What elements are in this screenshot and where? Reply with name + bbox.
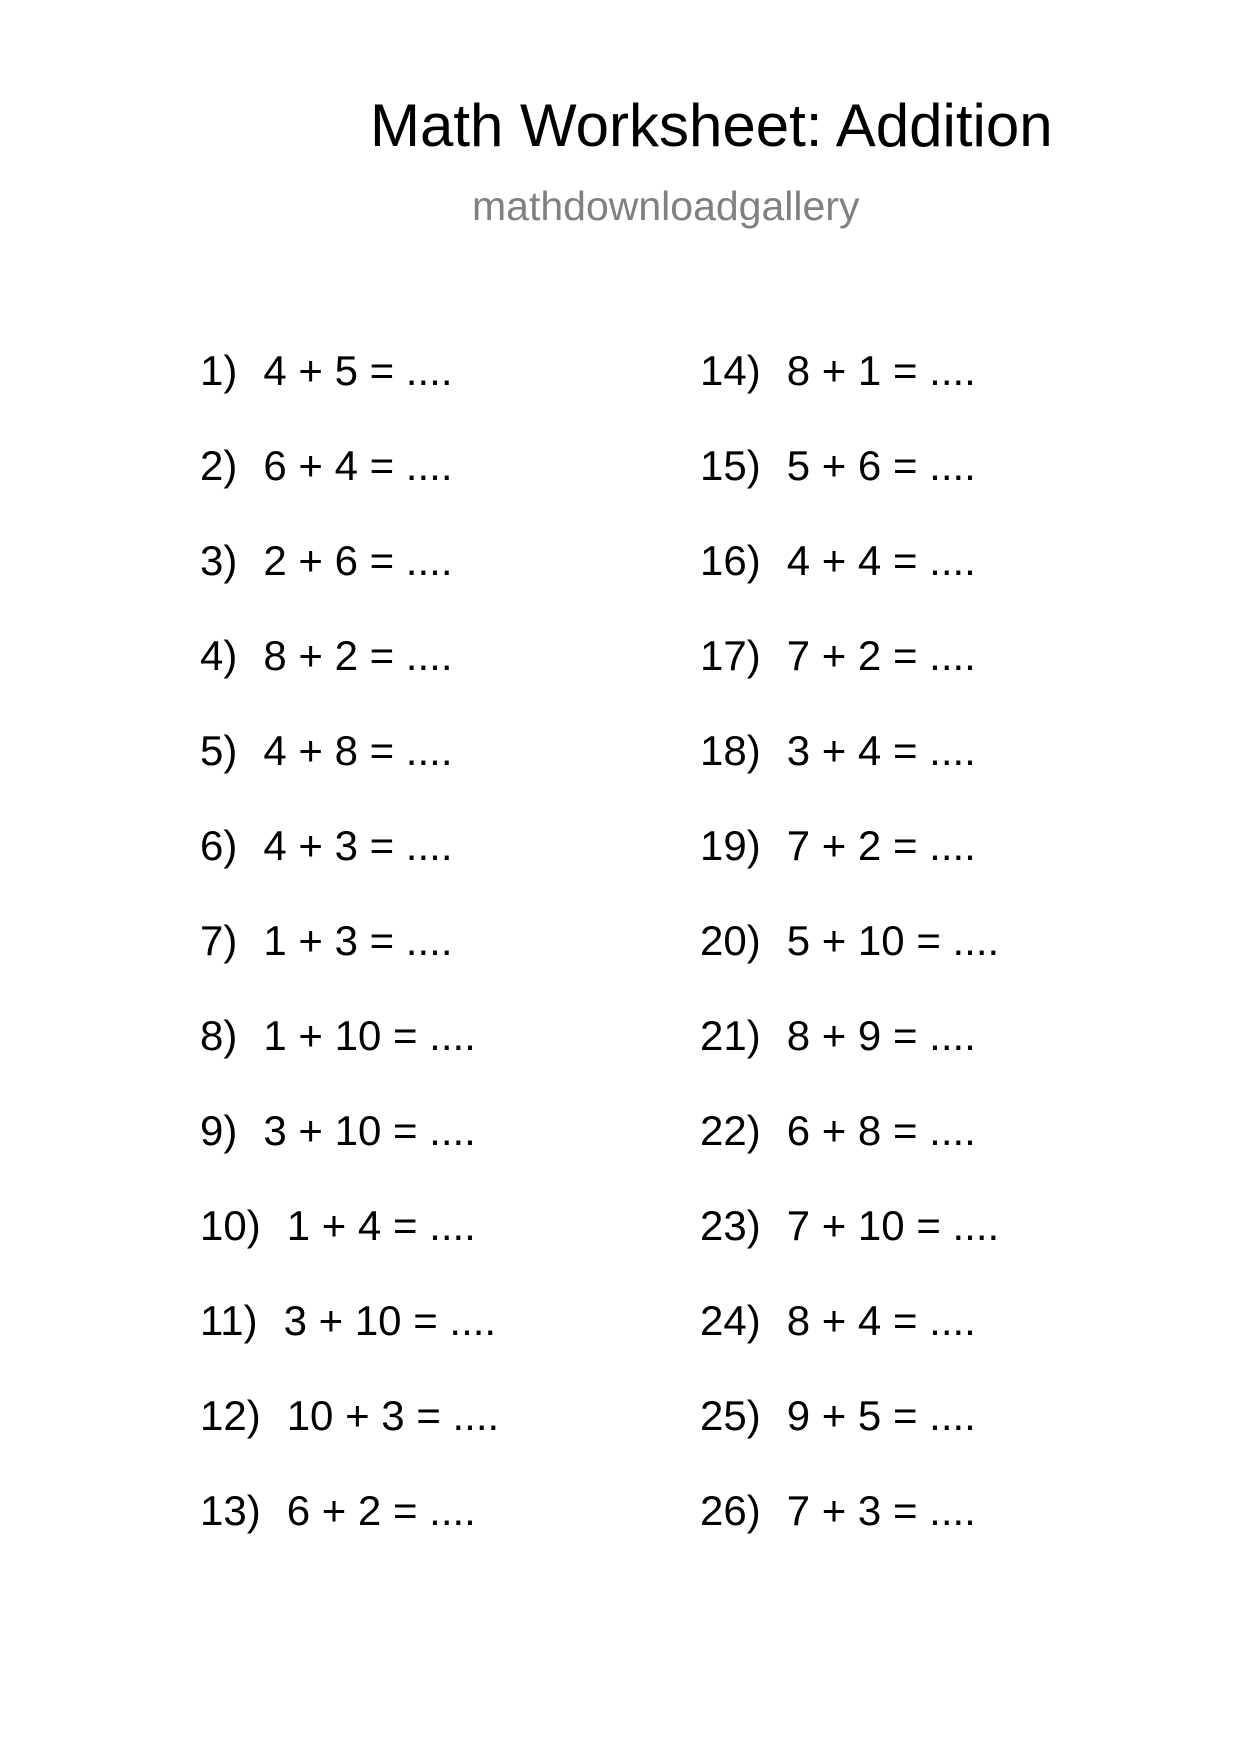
problem-number: 22) — [700, 1107, 761, 1154]
problem-number: 11) — [200, 1297, 258, 1344]
problem-item — [700, 632, 999, 730]
problem-expression: 4 + 5 = .... — [263, 347, 453, 394]
problem-item — [200, 442, 499, 540]
problem-item — [200, 1392, 500, 1490]
problem-item — [700, 1012, 999, 1110]
problem-number: 21) — [700, 1012, 761, 1059]
problem-item — [700, 537, 999, 635]
problem-number: 4) — [200, 632, 238, 679]
problem-number: 8) — [200, 1012, 238, 1059]
problem-number: 10) — [200, 1202, 261, 1249]
problem-expression: 5 + 10 = .... — [786, 917, 1000, 964]
problem-item — [200, 1202, 499, 1300]
problem-expression: 3 + 4 = .... — [786, 727, 976, 774]
problem-expression: 4 + 4 = .... — [786, 537, 976, 584]
problem-expression: 6 + 2 = .... — [286, 1487, 476, 1534]
problem-number: 13) — [200, 1487, 261, 1534]
problem-expression: 3 + 10 = .... — [263, 1107, 476, 1154]
problem-item — [700, 1107, 999, 1205]
problem-expression: 1 + 4 = .... — [286, 1202, 476, 1249]
problem-expression: 8 + 9 = .... — [786, 1012, 976, 1059]
problem-item — [700, 1297, 999, 1395]
problem-expression: 8 + 4 = .... — [786, 1297, 976, 1344]
problem-number: 19) — [700, 822, 761, 869]
worksheet-title: Math Worksheet: Addition — [370, 92, 1053, 159]
problem-item — [200, 822, 499, 920]
problem-number: 7) — [200, 917, 238, 964]
problem-item — [200, 632, 499, 730]
problem-number: 24) — [700, 1297, 761, 1344]
problem-item — [200, 1107, 499, 1205]
problem-number: 18) — [700, 727, 761, 774]
problems-column-left — [200, 347, 500, 1585]
problem-number: 16) — [700, 537, 761, 584]
problem-number: 2) — [200, 442, 238, 489]
problem-number: 3) — [200, 537, 238, 584]
problem-item — [200, 347, 499, 445]
problem-number: 6) — [200, 822, 238, 869]
problem-expression: 9 + 5 = .... — [786, 1392, 976, 1439]
problem-expression: 7 + 3 = .... — [786, 1487, 976, 1534]
problem-expression: 8 + 2 = .... — [263, 632, 453, 679]
problem-expression: 8 + 1 = .... — [786, 347, 976, 394]
problem-expression: 7 + 10 = .... — [786, 1202, 1000, 1249]
problem-item — [200, 1012, 499, 1110]
problem-number: 15) — [700, 442, 761, 489]
problem-item — [700, 1487, 999, 1585]
problem-number: 5) — [200, 727, 238, 774]
problem-number: 14) — [700, 347, 761, 394]
problems-column-right — [700, 347, 1000, 1585]
worksheet-source: mathdownloadgallery — [472, 183, 860, 229]
problem-number: 26) — [700, 1487, 761, 1534]
problem-expression: 4 + 8 = .... — [263, 727, 453, 774]
problem-item — [700, 917, 1000, 1015]
problem-item — [700, 727, 999, 825]
problem-expression: 5 + 6 = .... — [786, 442, 976, 489]
problem-item — [200, 537, 499, 635]
problem-expression: 1 + 3 = .... — [263, 917, 453, 964]
problem-item — [700, 1392, 999, 1490]
problem-number: 23) — [700, 1202, 761, 1249]
problem-item — [700, 442, 999, 540]
problem-item — [700, 822, 999, 920]
problem-item — [200, 917, 499, 1015]
problem-expression: 2 + 6 = .... — [263, 537, 453, 584]
problem-item — [200, 1297, 499, 1395]
problem-item — [200, 727, 499, 825]
problem-expression: 10 + 3 = .... — [286, 1392, 500, 1439]
problem-item — [700, 1202, 1000, 1300]
problem-number: 9) — [200, 1107, 238, 1154]
problem-item — [700, 347, 999, 445]
problem-expression: 1 + 10 = .... — [263, 1012, 476, 1059]
problem-expression: 4 + 3 = .... — [263, 822, 453, 869]
problem-number: 12) — [200, 1392, 261, 1439]
problem-expression: 3 + 10 = .... — [283, 1297, 497, 1344]
problem-number: 25) — [700, 1392, 761, 1439]
problem-expression: 6 + 4 = .... — [263, 442, 453, 489]
problem-expression: 7 + 2 = .... — [786, 822, 976, 869]
problem-expression: 7 + 2 = .... — [786, 632, 976, 679]
problem-item — [200, 1487, 499, 1585]
problem-number: 1) — [200, 347, 238, 394]
problem-number: 17) — [700, 632, 761, 679]
problem-number: 20) — [700, 917, 761, 964]
problem-expression: 6 + 8 = .... — [786, 1107, 976, 1154]
